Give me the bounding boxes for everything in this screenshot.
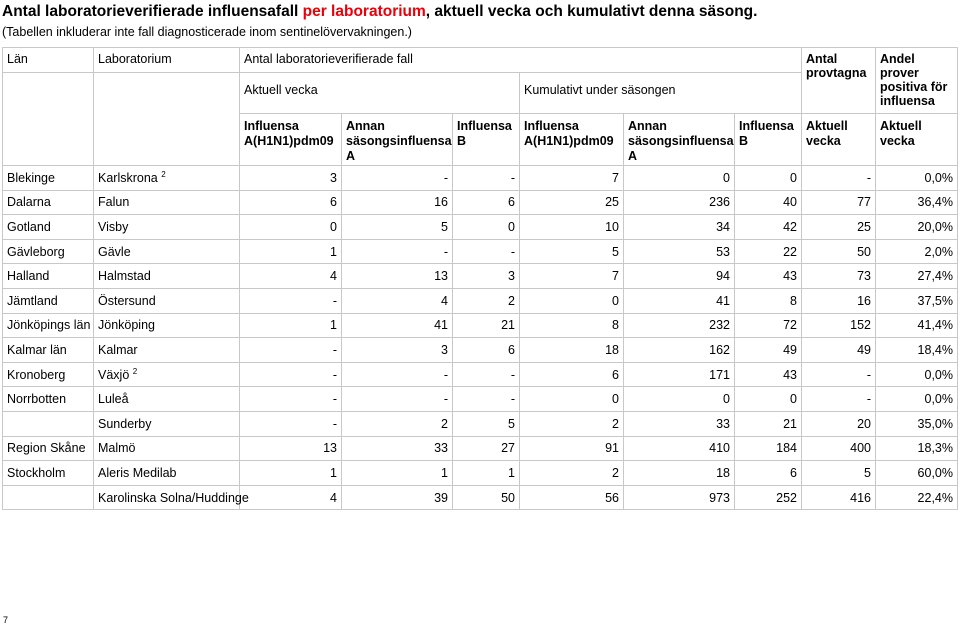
cell-laboratorium: Aleris Medilab [94,461,240,486]
cell-flu-b-cum: 49 [735,338,802,363]
cell-andel-positiva: 36,4% [876,190,958,215]
cell-flu-b: - [453,166,520,191]
header-andel-vecka: Aktuell vecka [876,114,958,166]
cell-laboratorium: Jönköping [94,313,240,338]
cell-annan-sasong-cum: 973 [624,485,735,510]
cell-andel-positiva: 2,0% [876,239,958,264]
header-kumulativt: Kumulativt under säsongen [520,73,802,114]
influenza-table [2,47,958,510]
cell-flu-h1n1-cum: 0 [520,387,624,412]
cell-andel-positiva: 18,4% [876,338,958,363]
cell-flu-h1n1-cum: 7 [520,166,624,191]
cell-antal-provtagna: 152 [802,313,876,338]
table-row [3,190,958,215]
cell-laboratorium: Falun [94,190,240,215]
cell-flu-b-cum: 22 [735,239,802,264]
header-lab-empty [94,73,240,166]
cell-flu-b: 3 [453,264,520,289]
cell-laboratorium: Karlskrona $^2$ [94,166,240,191]
cell-laboratorium: Växjö $^2$ [94,362,240,387]
cell-flu-h1n1: 1 [240,313,342,338]
cell-andel-positiva: 0,0% [876,387,958,412]
cell-annan-sasong-cum: 171 [624,362,735,387]
cell-annan-sasong: 4 [342,288,453,313]
table-row [3,239,958,264]
cell-annan-sasong: - [342,387,453,412]
table-row [3,288,958,313]
header-lan-empty [3,73,94,166]
cell-lan: Kronoberg [3,362,94,387]
cell-antal-provtagna: 50 [802,239,876,264]
footnote-marker: 2 [132,366,138,376]
cell-annan-sasong-cum: 18 [624,461,735,486]
cell-flu-h1n1: 13 [240,436,342,461]
cell-lan: Region Skåne [3,436,94,461]
table-row [3,215,958,240]
cell-laboratorium: Halmstad [94,264,240,289]
table-row [3,166,958,191]
cell-annan-sasong: 33 [342,436,453,461]
cell-annan-sasong-cum: 410 [624,436,735,461]
cell-annan-sasong: 5 [342,215,453,240]
cell-flu-h1n1: 4 [240,485,342,510]
cell-flu-b-cum: 0 [735,387,802,412]
cell-flu-h1n1: - [240,362,342,387]
footnote-marker: 2 [161,169,166,179]
table-row [3,461,958,486]
cell-flu-b: 6 [453,338,520,363]
cell-annan-sasong-cum: 33 [624,411,735,436]
cell-lan [3,411,94,436]
cell-laboratorium: Sunderby [94,411,240,436]
cell-flu-h1n1: - [240,338,342,363]
cell-lan: Dalarna [3,190,94,215]
cell-annan-sasong-cum: 0 [624,166,735,191]
cell-antal-provtagna: 73 [802,264,876,289]
cell-flu-h1n1-cum: 2 [520,411,624,436]
cell-flu-h1n1-cum: 10 [520,215,624,240]
page-title [2,3,757,21]
cell-laboratorium: Malmö [94,436,240,461]
cell-antal-provtagna: 5 [802,461,876,486]
cell-lan: Stockholm [3,461,94,486]
cell-flu-h1n1-cum: 56 [520,485,624,510]
cell-antal-provtagna: - [802,387,876,412]
cell-flu-h1n1: 3 [240,166,342,191]
cell-flu-h1n1: - [240,288,342,313]
cell-laboratorium: Kalmar [94,338,240,363]
cell-flu-b: 50 [453,485,520,510]
header-aktuell-vecka: Aktuell vecka [240,73,520,114]
table-row [3,264,958,289]
cell-flu-b: 6 [453,190,520,215]
cell-antal-provtagna: 16 [802,288,876,313]
cell-lan: Halland [3,264,94,289]
cell-flu-b-cum: 6 [735,461,802,486]
cell-flu-h1n1: - [240,411,342,436]
cell-andel-positiva: 22,4% [876,485,958,510]
cell-flu-h1n1: 4 [240,264,342,289]
cell-annan-sasong: - [342,166,453,191]
cell-annan-sasong: - [342,239,453,264]
title-part-2: , aktuell vecka och kumulativt denna säsong. [425,3,758,20]
cell-flu-h1n1: 6 [240,190,342,215]
cell-annan-sasong-cum: 0 [624,387,735,412]
cell-annan-sasong: 41 [342,313,453,338]
cell-annan-sasong-cum: 162 [624,338,735,363]
cell-andel-positiva: 18,3% [876,436,958,461]
cell-flu-b: - [453,362,520,387]
cell-laboratorium: Visby [94,215,240,240]
table-row [3,485,958,510]
cell-flu-h1n1: 1 [240,461,342,486]
page-number: 7 [3,615,9,625]
cell-lan: Blekinge [3,166,94,191]
cell-lan: Jönköpings län [3,313,94,338]
header-andel-prover: Andel prover positiva för influensa [876,48,958,114]
cell-flu-b-cum: 42 [735,215,802,240]
cell-antal-provtagna: 49 [802,338,876,363]
header-lan: Län [3,48,94,73]
cell-antal-provtagna: 77 [802,190,876,215]
header-flu-h1n1-cum: Influensa A(H1N1)pdm09 [520,114,624,166]
cell-flu-h1n1-cum: 8 [520,313,624,338]
cell-flu-b-cum: 8 [735,288,802,313]
cell-antal-provtagna: - [802,362,876,387]
cell-annan-sasong: 13 [342,264,453,289]
cell-antal-provtagna: - [802,166,876,191]
cell-flu-h1n1-cum: 0 [520,288,624,313]
cell-annan-sasong: 16 [342,190,453,215]
cell-lan: Gotland [3,215,94,240]
cell-flu-b: - [453,239,520,264]
cell-lan [3,485,94,510]
cell-laboratorium: Gävle [94,239,240,264]
cell-antal-provtagna: 416 [802,485,876,510]
cell-flu-h1n1-cum: 25 [520,190,624,215]
cell-antal-provtagna: 400 [802,436,876,461]
cell-flu-b-cum: 43 [735,264,802,289]
cell-lan: Norrbotten [3,387,94,412]
cell-laboratorium: Karolinska Solna/Huddinge [94,485,240,510]
cell-flu-b: 0 [453,215,520,240]
cell-andel-positiva: 0,0% [876,166,958,191]
cell-flu-h1n1-cum: 6 [520,362,624,387]
cell-annan-sasong: - [342,362,453,387]
cell-annan-sasong: 2 [342,411,453,436]
header-flu-h1n1: Influensa A(H1N1)pdm09 [240,114,342,166]
cell-laboratorium: Luleå [94,387,240,412]
cell-andel-positiva: 35,0% [876,411,958,436]
table-row [3,436,958,461]
cell-flu-b: 21 [453,313,520,338]
cell-antal-provtagna: 25 [802,215,876,240]
table-row [3,313,958,338]
cell-flu-h1n1-cum: 5 [520,239,624,264]
cell-flu-h1n1-cum: 2 [520,461,624,486]
cell-flu-b: 5 [453,411,520,436]
header-antal-fall: Antal laboratorieverifierade fall [240,48,802,73]
cell-flu-b: 2 [453,288,520,313]
cell-annan-sasong-cum: 94 [624,264,735,289]
header-flu-b-cum: Influensa B [735,114,802,166]
header-annan-sasong-cum: Annan säsongsinfluensa A [624,114,735,166]
table-row [3,338,958,363]
cell-flu-h1n1-cum: 18 [520,338,624,363]
cell-andel-positiva: 27,4% [876,264,958,289]
cell-laboratorium: Östersund [94,288,240,313]
cell-lan: Jämtland [3,288,94,313]
header-antal-provtagna: Antal provtagna [802,48,876,114]
cell-lan: Gävleborg [3,239,94,264]
header-provtagna-vecka: Aktuell vecka [802,114,876,166]
header-laboratorium: Laboratorium [94,48,240,73]
cell-andel-positiva: 37,5% [876,288,958,313]
cell-andel-positiva: 0,0% [876,362,958,387]
cell-antal-provtagna: 20 [802,411,876,436]
header-annan-sasong: Annan säsongsinfluensa A [342,114,453,166]
cell-flu-b-cum: 184 [735,436,802,461]
subtitle: (Tabellen inkluderar inte fall diagnosticerade inom sentinelövervakningen.) [2,25,412,39]
cell-andel-positiva: 60,0% [876,461,958,486]
table-body [3,166,958,510]
cell-flu-h1n1: 1 [240,239,342,264]
title-highlight: per laboratorium [302,3,426,20]
cell-flu-b: - [453,387,520,412]
cell-annan-sasong-cum: 34 [624,215,735,240]
cell-flu-b-cum: 72 [735,313,802,338]
cell-flu-b-cum: 0 [735,166,802,191]
cell-flu-b: 27 [453,436,520,461]
table-row [3,387,958,412]
cell-flu-b-cum: 252 [735,485,802,510]
cell-flu-h1n1-cum: 91 [520,436,624,461]
cell-annan-sasong-cum: 41 [624,288,735,313]
cell-flu-b-cum: 43 [735,362,802,387]
cell-flu-b-cum: 40 [735,190,802,215]
cell-flu-b: 1 [453,461,520,486]
cell-flu-b-cum: 21 [735,411,802,436]
cell-annan-sasong-cum: 53 [624,239,735,264]
title-part-1: Antal laboratorieverifierade influensafall [2,3,303,20]
header-flu-b: Influensa B [453,114,520,166]
cell-annan-sasong-cum: 236 [624,190,735,215]
table-row [3,362,958,387]
cell-flu-h1n1: 0 [240,215,342,240]
cell-lan: Kalmar län [3,338,94,363]
table-row [3,411,958,436]
cell-annan-sasong: 1 [342,461,453,486]
cell-flu-h1n1: - [240,387,342,412]
cell-andel-positiva: 20,0% [876,215,958,240]
cell-annan-sasong: 39 [342,485,453,510]
cell-annan-sasong-cum: 232 [624,313,735,338]
cell-andel-positiva: 41,4% [876,313,958,338]
cell-flu-h1n1-cum: 7 [520,264,624,289]
cell-annan-sasong: 3 [342,338,453,363]
